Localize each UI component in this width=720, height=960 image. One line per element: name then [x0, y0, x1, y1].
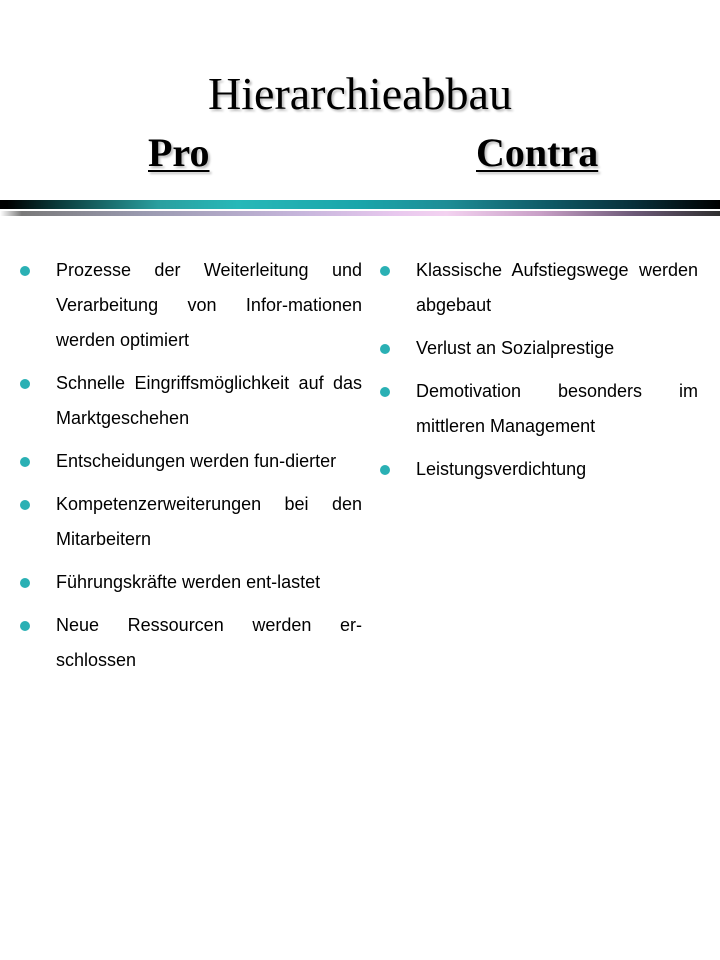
- bullet-icon: [20, 578, 30, 588]
- divider-gradient-bar-secondary: [0, 211, 720, 216]
- pro-item-text: Schnelle Eingriffsmöglichkeit auf das Marktgeschehen: [56, 373, 362, 428]
- pro-item-text: Prozesse der Weiterleitung und Verarbeitung von Infor-mationen werden optimiert: [56, 260, 362, 350]
- divider-gradient-bar: [0, 200, 720, 209]
- contra-item-text: Klassische Aufstiegswege werden abgebaut: [416, 260, 698, 315]
- contra-item-text: Verlust an Sozialprestige: [416, 338, 615, 358]
- bullet-icon: [20, 379, 30, 389]
- pro-list-item: [20, 253, 362, 358]
- pro-list-item: [20, 608, 362, 678]
- pro-list-item: [20, 366, 362, 436]
- slide-title: Hierarchieabbau: [208, 68, 512, 119]
- contra-heading: Contra: [476, 130, 599, 175]
- contra-list-item: [380, 253, 698, 323]
- pro-item-text: Entscheidungen werden fun-dierter: [56, 451, 337, 471]
- bullet-icon: [20, 500, 30, 510]
- contra-item-text: Leistungsverdichtung: [416, 459, 587, 479]
- contra-list-item: [380, 374, 698, 444]
- contra-list-item: [380, 452, 698, 487]
- bullet-icon: [380, 344, 390, 354]
- contra-item-text: Demotivation besonders im mittleren Management: [416, 381, 698, 436]
- pro-item-text: Führungskräfte werden ent-lastet: [56, 572, 321, 592]
- bullet-icon: [20, 266, 30, 276]
- contra-list: [380, 253, 698, 495]
- bullet-icon: [380, 465, 390, 475]
- pro-heading: Pro: [148, 130, 210, 175]
- contra-list-item: [380, 331, 698, 366]
- pro-item-text: Kompetenzerweiterungen bei den Mitarbeitern: [56, 494, 362, 549]
- pro-list-item: [20, 565, 362, 600]
- bullet-icon: [380, 387, 390, 397]
- pro-item-text: Neue Ressourcen werden er-schlossen: [56, 615, 362, 670]
- bullet-icon: [20, 457, 30, 467]
- pro-list-item: [20, 444, 362, 479]
- bullet-icon: [380, 266, 390, 276]
- pro-list: [20, 253, 362, 686]
- bullet-icon: [20, 621, 30, 631]
- pro-list-item: [20, 487, 362, 557]
